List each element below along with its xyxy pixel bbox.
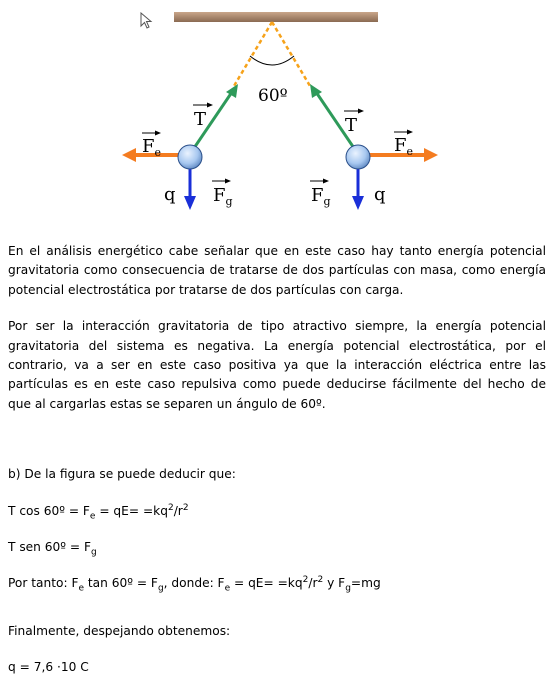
final-intro: Finalmente, despejando obtenemos: (8, 623, 231, 638)
right-tension-vector-tip (358, 109, 364, 114)
pendulum-figure (100, 8, 460, 213)
left-charge-label: q (164, 184, 176, 205)
left-electric-arrowhead (122, 148, 136, 162)
right-gravity-arrowhead (352, 196, 364, 210)
right-fg-vector-tip (323, 179, 329, 184)
part-b-intro: b) De la figura se puede deducir que: (8, 467, 236, 482)
right-string (272, 22, 310, 86)
left-fe-vector-tip (155, 131, 161, 136)
left-string (234, 22, 272, 86)
left-fg-label: $F_g$ (213, 185, 233, 208)
right-fe-label: $F_e$ (394, 135, 414, 158)
right-electric-arrowhead (424, 148, 438, 162)
equation-tan: Por tanto: $F_e$ tan 60º = $F_g$, donde: $F_e = qE= =kq^2/r^2$ y $F_g=mg$ (8, 575, 381, 594)
equation-tsen: T sen 60º = $F_g$ (8, 540, 97, 558)
paragraph-energy-analysis: En el análisis energético cabe señalar que en este caso hay tanto energía potencial gravitatoria como consecuencia de tratarse de dos partículas con masa, como energía potencial electrostática por tratarse de dos partículas con carga. (8, 244, 546, 297)
left-fe-label: $F_e$ (142, 136, 162, 159)
left-tension-label: T (194, 109, 207, 130)
right-fe-vector-tip (407, 130, 413, 135)
right-charge-label: q (374, 184, 386, 205)
right-fg-label: $F_g$ (311, 185, 331, 208)
angle-label: 60º (258, 86, 288, 106)
ceiling-bar (174, 12, 378, 22)
right-charged-sphere (346, 145, 370, 169)
explanation-text (8, 242, 546, 678)
left-fg-vector-tip (225, 179, 231, 184)
angle-arc (250, 56, 294, 65)
right-tension-label: T (345, 115, 358, 136)
left-charged-sphere (178, 145, 202, 169)
left-gravity-arrowhead (184, 196, 196, 210)
equation-tcos: T cos 60º = $F_e = qE= =kq^2/r^2$ (8, 502, 189, 522)
left-tension-vector-tip (207, 103, 213, 108)
final-result: q = 7,6 ·10 C (8, 660, 89, 675)
paragraph-interaction-signs: Por ser la interacción gravitatoria de tipo atractivo siempre, la energía potencial gravitatoria del sistema es negativa. La energía potencial electrostática, por el contrario, va a ser en este caso positiva ya que la interacción eléctrica entre las partículas es en este caso repulsiva como puede deducirse fácilmente del hecho de que al cargarlas estas se separen un ángulo de 60º. (8, 319, 546, 411)
